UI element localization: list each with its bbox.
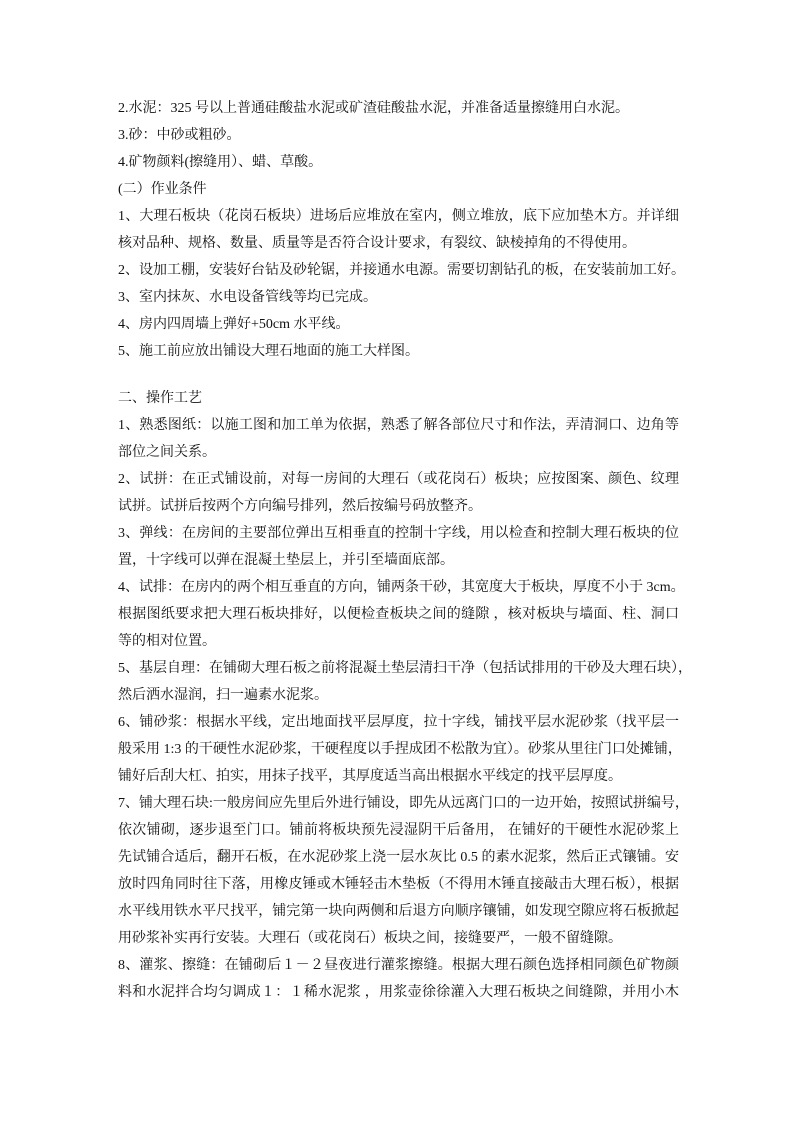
text-line: 铺好后刮大杠、拍实，用抹子找平，其厚度适当高出根据水平线定的找平层厚度。 — [118, 769, 622, 784]
paragraph — [118, 284, 679, 311]
text-line: 料和水泥拌合均匀调成１：１稀水泥浆 ，用浆壶徐徐灌入大理石板块之间缝隙，并用小木 — [118, 985, 679, 1000]
text-line: 依次铺砌，逐步退至门口。铺前将板块预先浸湿阴干后备用， 在铺好的干硬性水泥砂浆上 — [118, 823, 679, 838]
text-line: 2.水泥：325 号以上普通硅酸盐水泥或矿渣硅酸盐水泥，并准备适量擦缝用白水泥。 — [118, 101, 629, 116]
text-line: 3、弹线：在房间的主要部位弹出互相垂直的控制十字线，用以检查和控制大理石板块的位 — [118, 526, 679, 541]
document-body — [118, 95, 692, 1006]
text-line: 7、铺大理石块:一般房间应先里后外进行铺设，即先从远离门口的一边开始，按照试拼编号， — [118, 796, 689, 811]
text-line: 试拼。试拼后按两个方向编号排列，然后按编号码放整齐。 — [118, 499, 482, 514]
paragraph — [118, 574, 685, 655]
text-line: 般采用 1:3 的干硬性水泥砂浆，干硬程度以手捏成团不松散为宜）。砂浆从里往门口处摊铺， — [118, 742, 682, 757]
text-line: 核对品种、规格、数量、质量等是否符合设计要求，有裂纹、缺棱掉角的不得使用。 — [118, 236, 636, 251]
text-line: 5、基层自理：在铺砌大理石板之前将混凝土垫层清扫干净（包括试排用的干砂及大理石块）， — [118, 661, 692, 676]
paragraph — [118, 95, 679, 122]
paragraph — [118, 176, 679, 203]
paragraph — [118, 149, 679, 176]
paragraph — [118, 122, 679, 149]
paragraph — [118, 311, 679, 338]
text-line: 等的相对位置。 — [118, 634, 216, 649]
paragraph — [118, 655, 692, 709]
text-line: 然后洒水湿润，扫一遍素水泥浆。 — [118, 688, 328, 703]
paragraph — [118, 466, 679, 520]
paragraph — [118, 203, 679, 257]
text-line: 5、施工前应放出铺设大理石地面的施工大样图。 — [118, 344, 419, 359]
text-line: 1、大理石板块（花岗石板块）进场后应堆放在室内，侧立堆放，底下应加垫木方。并详细 — [118, 209, 679, 224]
text-line: 4、房内四周墙上弹好+50cm 水平线。 — [118, 317, 350, 332]
text-line: 3、室内抹灰、水电设备管线等均已完成。 — [118, 290, 377, 305]
text-line: 6、铺砂浆：根据水平线，定出地面找平层厚度，拉十字线，铺找平层水泥砂浆（找平层一 — [118, 715, 679, 730]
paragraph — [118, 257, 685, 284]
text-line: 1、熟悉图纸：以施工图和加工单为依据，熟悉了解各部位尺寸和作法，弄清洞口、边角等 — [118, 418, 679, 433]
text-line: (二）作业条件 — [118, 182, 207, 197]
text-line: 3.砂：中砂或粗砂。 — [118, 128, 241, 143]
text-line: 2、试拼：在正式铺设前，对每一房间的大理石（或花岗石）板块；应按图案、颜色、纹理 — [118, 472, 679, 487]
paragraph — [118, 385, 679, 412]
text-line: 先试铺合适后，翻开石板，在水泥砂浆上浇一层水灰比 0.5 的素水泥浆，然后正式镶铺。安 — [118, 850, 679, 865]
text-line: 部位之间关系。 — [118, 445, 216, 460]
text-line: 水平线用铁水平尺找平，铺完第一块向两侧和后退方向顺序镶铺，如发现空隙应将石板掀起 — [118, 904, 679, 919]
paragraph — [118, 412, 679, 466]
text-line: 4.矿物颜料(擦缝用）、蜡、草酸。 — [118, 155, 323, 170]
text-line: 用砂浆补实再行安装。大理石（或花岗石）板块之间，接缝要严，一般不留缝隙。 — [118, 931, 622, 946]
text-line: 根据图纸要求把大理石板块排好，以便检查板块之间的缝隙 ，核对板块与墙面、柱、洞口 — [118, 607, 679, 622]
text-line: 8、灌浆、擦缝：在铺砌后１－２昼夜进行灌浆擦缝。根据大理石颜色选择相同颜色矿物颜 — [118, 958, 679, 973]
text-line: 4、试排：在房内的两个相互垂直的方向，铺两条干砂，其宽度大于板块，厚度不小于 3cm。 — [118, 580, 685, 595]
paragraph — [118, 338, 679, 365]
text-line: 放时四角同时往下落，用橡皮锤或木锤轻击木垫板（不得用木锤直接敲击大理石板），根据 — [118, 877, 679, 892]
paragraph — [118, 709, 682, 790]
blank-line — [118, 365, 679, 385]
paragraph — [118, 790, 689, 952]
text-line: 二、操作工艺 — [118, 391, 202, 406]
text-line: 置，十字线可以弹在混凝土垫层上，并引至墙面底部。 — [118, 553, 454, 568]
paragraph — [118, 520, 679, 574]
paragraph — [118, 952, 679, 1006]
text-line: 2、设加工棚，安装好台钻及砂轮锯，并接通水电源。需要切割钻孔的板，在安装前加工好。 — [118, 263, 685, 278]
